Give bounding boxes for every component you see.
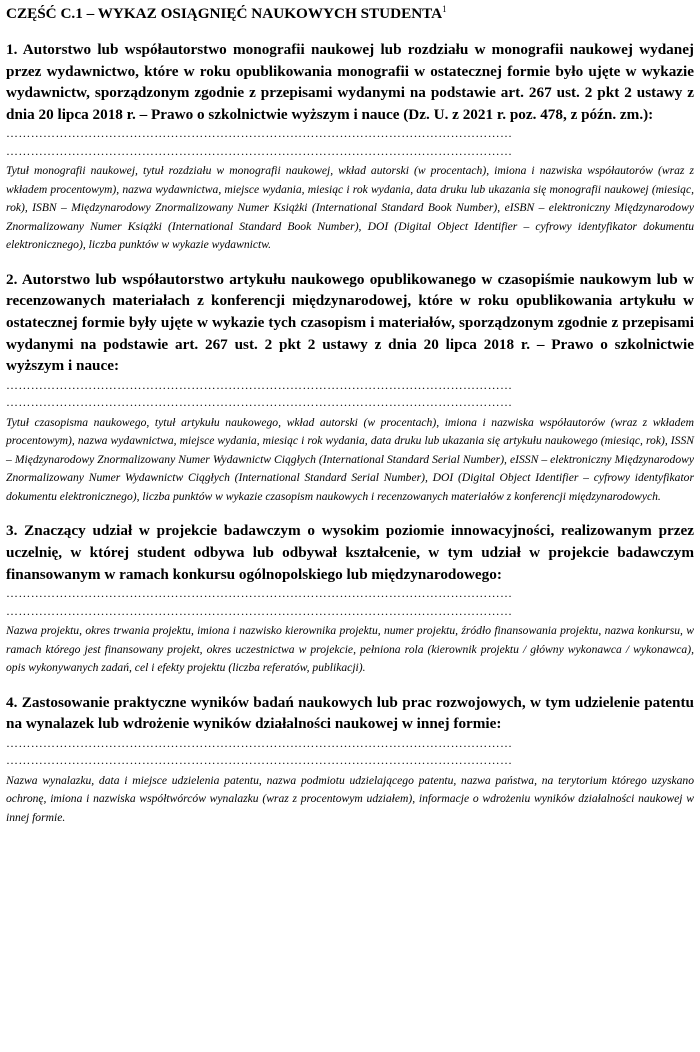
section-research-project [6,520,694,677]
title-footnote-marker: 1 [442,3,447,14]
section-heading: 4. Zastosowanie praktyczne wyników badań naukowych lub prac rozwojowych, w tym udzielenie patentu na wynalazek lub wdrożenie wyników działalności naukowej w innej formie: [6,693,694,733]
section-practical-application [6,692,694,828]
section-monograph [6,39,694,255]
page-title [6,4,694,24]
entry-line[interactable]: …………………………………………………………………………………………………………… [6,753,513,768]
entry-line[interactable]: …………………………………………………………………………………………………………… [6,126,513,141]
entry-line[interactable]: …………………………………………………………………………………………………………… [6,143,513,158]
entry-line[interactable]: …………………………………………………………………………………………………………… [6,735,513,750]
entry-line[interactable]: …………………………………………………………………………………………………………… [6,395,513,410]
section-heading: 1. Autorstwo lub współautorstwo monografii naukowej lub rozdziału w monografii naukowej wydanej przez wydawnictwo, które w roku opublikowania monografii w ostatecznej formie było ujęte w wykazie wydawnictw, sporządzonym zgodnie z przepisami wydanymi na podstawie art. 267 ust. 2 pkt 2 ustawy z dnia 20 lipca 2018 r. – Prawo o szkolnictwie wyższym i nauce (Dz. U. z 2021 r. poz. 478, z późn. zm.): [6,41,694,123]
entry-line[interactable]: …………………………………………………………………………………………………………… [6,603,513,618]
page-title-text: CZĘŚĆ C.1 – WYKAZ OSIĄGNIĘĆ NAUKOWYCH STUDENTA [6,5,443,22]
section-instructions: Nazwa wynalazku, data i miejsce udzielenia patentu, nazwa podmiotu udzielającego patentu, nazwa państwa, na terytorium którego uzyskano ochronę, imiona i nazwiska współtwórców wynalazku (wraz z procentowym udziałem), informacje o wdrożeniu wyników działalności naukowej w innej formie. [6,773,694,824]
section-heading: 2. Autorstwo lub współautorstwo artykułu naukowego opublikowanego w czasopiśmie naukowym lub w recenzowanych materiałach z konferencji międzynarodowej, które w roku opublikowania artykułu w ostatecznej formie były ujęte w wykazie tych czasopism i materiałów, sporządzonym zgodnie z przepisami wydanymi na podstawie art. 267 ust. 2 pkt 2 ustawy z dnia 20 lipca 2018 r. – Prawo o szkolnictwie wyższym i nauce: [6,270,694,375]
entry-line[interactable]: …………………………………………………………………………………………………………… [6,586,513,601]
entry-line[interactable]: …………………………………………………………………………………………………………… [6,377,513,392]
section-instructions: Tytuł monografii naukowej, tytuł rozdziału w monografii naukowej, wkład autorski (w procentach), imiona i nazwiska współautorów (wraz z wkładem procentowym), nazwa wydawnictwa, miejsce wydania, miesiąc i rok wydania, data druku lub ukazania się monografii naukowej (miesiąc, rok), ISBN – Międzynarodowy Znormalizowany Numer Książki (International Standard Book Number), eISBN – elektroniczny Międzynarodowy Znormalizowany Numer Książki (International Standard Book Number), DOI (Digital Object Identifier – cyfrowy identyfikator dokumentu elektronicznego), liczba punktów w wykazie wydawnictw. [6,164,694,252]
section-article [6,269,694,506]
section-instructions: Tytuł czasopisma naukowego, tytuł artykułu naukowego, wkład autorski (w procentach), imiona i nazwiska współautorów (wraz z wkładem procentowym), nazwa wydawnictwa, miejsce wydania, miesiąc i rok wydania, data druku lub ukazania się artykułu naukowego (miesiąc, rok), ISSN – Międzynarodowy Znormalizowany Numer Wydawnictw Ciągłych (International Standard Serial Number), eISSN – elektroniczny Międzynarodowy Znormalizowany Numer Wydawnictw Ciągłych (International Standard Serial Number), DOI (Digital Object Identifier – cyfrowy identyfikator dokumentu elektronicznego), liczba punktów w wykazie czasopism naukowych i recenzowanych materiałów z konferencji międzynarodowych. [6,415,694,503]
section-heading: 3. Znaczący udział w projekcie badawczym o wysokim poziomie innowacyjności, realizowanym przez uczelnię, w której student odbywa lub odbywał kształcenie, w tym udział w projekcie badawczym finansowanym w ramach konkursu ogólnopolskiego lub międzynarodowego: [6,522,694,583]
section-instructions: Nazwa projektu, okres trwania projektu, imiona i nazwisko kierownika projektu, numer projektu, źródło finansowania projektu, nazwa konkursu, w ramach którego jest finansowany projekt, okres uczestnictwa w projekcie, pełniona rola (kierownik projektu / główny wykonawca / wykonawca), opis wykonywanych zadań, cel i efekty projektu (liczba referatów, publikacji). [6,624,694,675]
